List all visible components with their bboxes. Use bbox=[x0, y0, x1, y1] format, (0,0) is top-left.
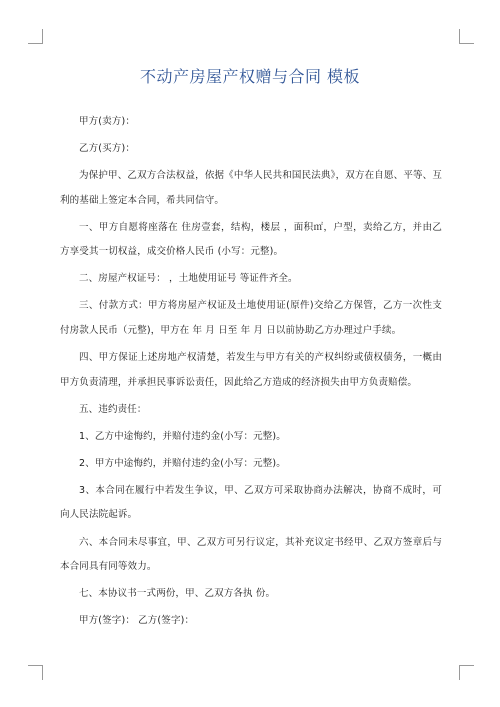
clause-4: 四、甲方保证上述房地产权清楚，若发生与甲方有关的产权纠纷或债权债务，一概由甲方负责清理，并承担民事诉讼责任，因此给乙方造成的经济损失由甲方负责赔偿。 bbox=[60, 352, 442, 388]
corner-mark-bottom-right bbox=[459, 665, 474, 680]
signature-line: 甲方(签字)： 乙方(签字)： bbox=[79, 615, 195, 627]
party-a-line: 甲方(卖方)： bbox=[79, 116, 135, 127]
clause-2: 二、房屋产权证号： ，土地使用证号 等证件齐全。 bbox=[79, 273, 298, 285]
clause-5-item-2: 2、甲方中途悔约，并赔付违约金(小写：元整)。 bbox=[79, 457, 286, 469]
document-title: 不动产房屋产权赠与合同 模板 bbox=[139, 67, 361, 86]
clause-1: 一、甲方自愿将座落在 住房壹套，结构，楼层 ，面积㎡，户型，卖给乙方，并由乙方享受其一切权益，成交价格人民币 (小写：元整)。 bbox=[60, 221, 442, 258]
corner-mark-bottom-left bbox=[28, 665, 43, 680]
clause-5-item-3: 3、本合同在履行中若发生争议，甲、乙双方可采取协商办法解决，协商不成时，可向人民法院起诉。 bbox=[60, 484, 442, 521]
corner-mark-top-right bbox=[459, 29, 474, 44]
clause-5-item-1: 1、乙方中途悔约，并赔付违约金(小写：元整)。 bbox=[79, 430, 286, 442]
clause-5-heading: 五、违约责任： bbox=[79, 403, 147, 415]
clause-6: 六、本合同未尽事宜，甲、乙双方可另行议定，其补充议定书经甲、乙双方签章后与本合同具有同等效力。 bbox=[60, 536, 442, 573]
preamble-paragraph: 为保护甲、乙双方合法权益，依据《中华人民共和国民法典》，双方在自愿、平等、互利的基础上签定本合同，希共同信守。 bbox=[60, 170, 442, 206]
clause-7: 七、本协议书一式两份，甲、乙双方各执 份。 bbox=[79, 588, 276, 600]
clause-3: 三、付款方式：甲方将房屋产权证及土地使用证(原件)交给乙方保管，乙方一次性支付房款人民币（元整)，甲方在 年 月 日至 年 月 日以前协助乙方办理过户手续。 bbox=[60, 300, 442, 336]
party-b-line: 乙方(买方)： bbox=[79, 143, 135, 155]
corner-mark-top-left bbox=[28, 29, 43, 44]
document-body bbox=[60, 110, 442, 636]
